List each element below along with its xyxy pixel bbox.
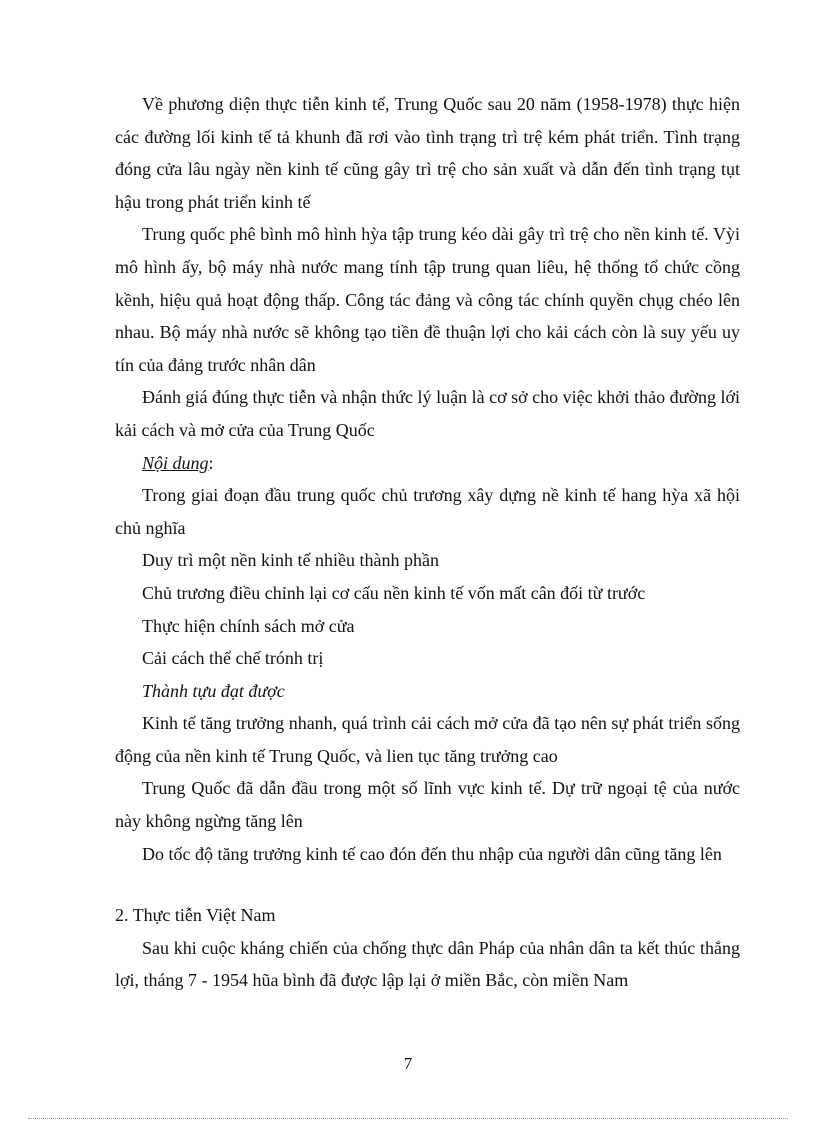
achievement-item: Trung Quốc đã dẫn đầu trong một số lĩnh vực kinh tế. Dự trữ ngoại tệ của nước này không ngừng tăng lên (115, 778, 740, 832)
page-bottom-divider (28, 1118, 788, 1119)
section-paragraph: Sau khi cuộc kháng chiến của chống thực dân Pháp của nhân dân ta kết thúc thắng lợi, tháng 7 - 1954 hũa bình đã được lập lại ở miền Bắc, còn miền Nam (115, 937, 740, 991)
content-item: Cải cách thể chế trónh trị (142, 648, 324, 669)
achievements-label: Thành tựu đạt được (142, 680, 285, 701)
body-text (115, 88, 740, 997)
content-item: Thực hiện chính sách mở cửa (142, 615, 355, 636)
page-number: 7 (403, 1054, 413, 1073)
content-label (115, 447, 740, 480)
achievement-item: Do tốc độ tăng trưởng kinh tế cao đón đến thu nhập của người dân cũng tăng lên (142, 843, 722, 864)
content-item: Chủ trương điều chỉnh lại cơ cấu nền kinh tế vốn mất cân đối từ trước (142, 582, 646, 603)
paragraph-model-critique: Trung quốc phê bình mô hình hỳa tập trung kéo dài gây trì trệ cho nền kinh tế. Vỳi mô hình ấy, bộ máy nhà nước mang tính tập trung quan liêu, hệ thống tổ chức cồng kềnh, hiệu quả hoạt động thấp. Công tác đảng và công tác chính quyền chụg chéo lên nhau. Bộ máy nhà nước sẽ không tạo tiền đề thuận lợi cho kải cách còn là suy yếu uy tín của đảng trước nhân dân (115, 224, 740, 375)
content-item: Duy trì một nền kinh tế nhiều thành phần (142, 550, 439, 571)
achievement-item: Kinh tế tăng trưởng nhanh, quá trình cải cách mở cửa đã tạo nên sự phát triển sống động của nền kinh tế Trung Quốc, và lien tục tăng trưởng cao (115, 713, 740, 766)
section-heading: 2. Thực tiễn Việt Nam (115, 905, 276, 926)
content-label-colon: : (208, 452, 214, 473)
content-label-text: Nội dung (142, 452, 209, 473)
paragraph-assessment: Đánh giá đúng thực tiễn và nhận thức lý luận là cơ sở cho việc khởi thảo đường lới kải cách và mở cửa của Trung Quốc (115, 387, 740, 440)
paragraph-economic-reality: Về phương diện thực tiễn kinh tế, Trung Quốc sau 20 năm (1958-1978) thực hiện các đường lối kinh tế tả khunh đã rơi vào tình trạng trì trệ kém phát triển. Tình trạng đóng cửa lâu ngày nền kinh tế cũng gây trì trệ cho sản xuất và dẫn đến tình trạng tụt hậu trong phát triển kinh tế (115, 94, 740, 212)
content-item: Trong giai đoạn đầu trung quốc chủ trương xây dựng nề kinh tế hang hỳa xã hội chủ nghĩa (115, 485, 740, 538)
